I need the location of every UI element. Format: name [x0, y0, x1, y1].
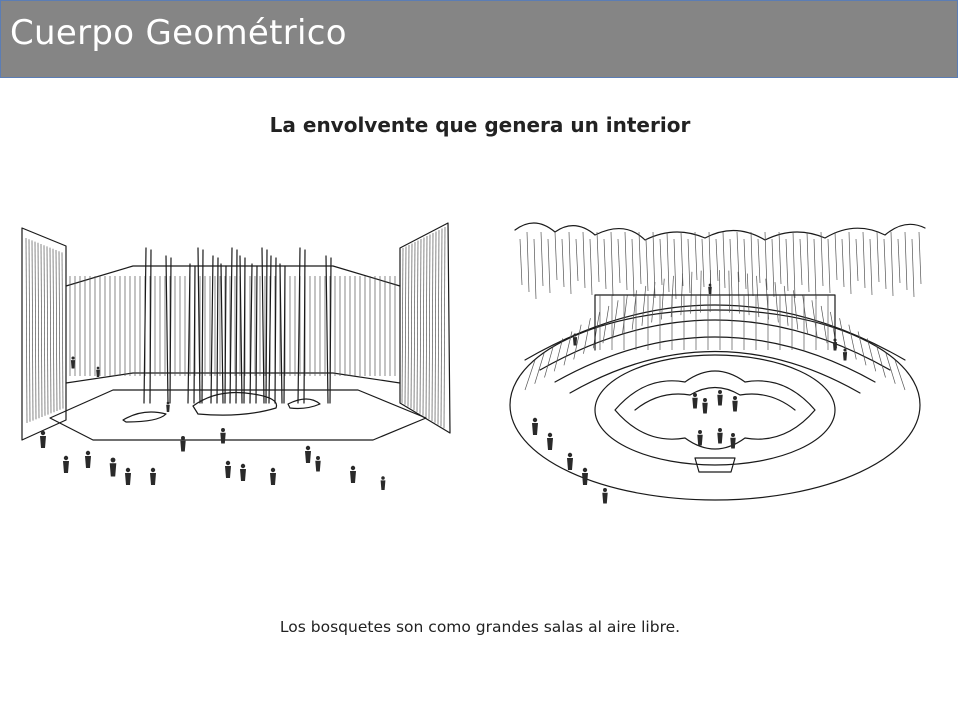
slide-subtitle: La envolvente que genera un interior — [269, 113, 691, 137]
slide-caption: Los bosquetes son como grandes salas al aire libre. — [279, 618, 681, 636]
slide-title: Cuerpo Geométrico — [10, 13, 347, 53]
title-bar — [0, 0, 958, 78]
sketch-bosquet-trees — [18, 208, 468, 508]
sketch-bosquet-amphitheater — [495, 210, 935, 510]
